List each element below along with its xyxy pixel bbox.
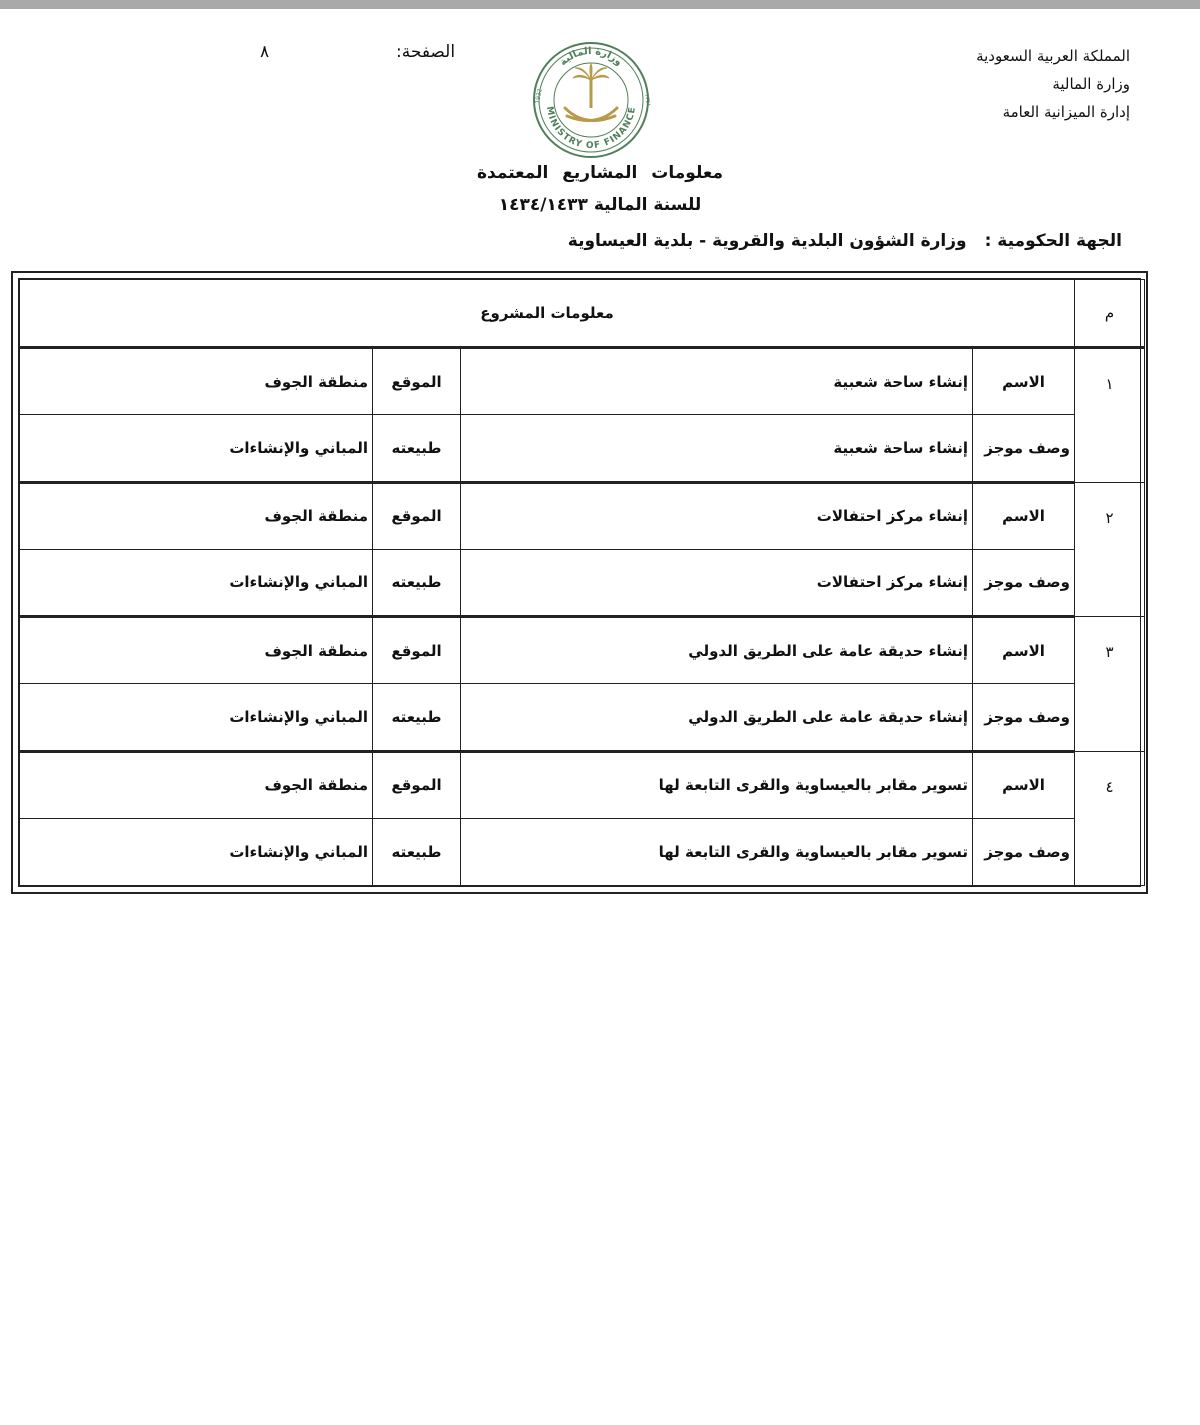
project-description: إنشاء ساحة شعبية — [461, 415, 973, 482]
name-label: الاسم — [973, 617, 1075, 684]
nature-label: طبيعته — [373, 415, 461, 482]
ministry-of-finance-seal-logo — [525, 42, 657, 160]
project-description: إنشاء مركز احتفالات — [461, 549, 973, 616]
project-nature: المباني والإنشاءات — [20, 415, 373, 482]
project-nature: المباني والإنشاءات — [20, 684, 373, 751]
entity-label: الجهة الحكومية : — [984, 231, 1122, 251]
description-label: وصف موجز — [973, 684, 1075, 751]
table-header-row — [20, 280, 1145, 348]
project-description: إنشاء حديقة عامة على الطريق الدولي — [461, 684, 973, 751]
name-label: الاسم — [973, 348, 1075, 415]
project-name: إنشاء مركز احتفالات — [461, 482, 973, 549]
project-index: ١ — [1075, 348, 1145, 482]
index-column-header: م — [1075, 280, 1145, 348]
project-index: ٢ — [1075, 482, 1145, 616]
entity-value: وزارة الشؤون البلدية والقروية - بلدية العيساوية — [567, 231, 967, 251]
nature-label: طبيعته — [373, 549, 461, 616]
svg-text:١٣٥١: ١٣٥١ — [643, 93, 653, 108]
location-label: الموقع — [373, 348, 461, 415]
description-label: وصف موجز — [973, 818, 1075, 885]
document-title: معلومات المشاريع المعتمدة — [476, 163, 723, 183]
org-line-ministry: وزارة المالية — [1052, 75, 1130, 93]
projects-table — [19, 279, 1145, 886]
org-line-department: إدارة الميزانية العامة — [1002, 103, 1130, 121]
location-label: الموقع — [373, 751, 461, 818]
svg-text:وزارة المالية: وزارة المالية — [557, 45, 625, 69]
table-row — [20, 617, 1145, 684]
crossed-swords-icon — [565, 108, 617, 121]
project-nature: المباني والإنشاءات — [20, 818, 373, 885]
table-row — [20, 348, 1145, 415]
project-index: ٤ — [1075, 751, 1145, 885]
projects-table-frame — [11, 271, 1148, 894]
project-description: تسوير مقابر بالعيساوية والقرى التابعة لها — [461, 818, 973, 885]
table-row — [20, 415, 1145, 482]
organization-header — [830, 42, 1130, 126]
name-label: الاسم — [973, 751, 1075, 818]
table-row — [20, 482, 1145, 549]
project-name: تسوير مقابر بالعيساوية والقرى التابعة لها — [461, 751, 973, 818]
nature-label: طبيعته — [373, 818, 461, 885]
location-label: الموقع — [373, 482, 461, 549]
name-label: الاسم — [973, 482, 1075, 549]
location-label: الموقع — [373, 617, 461, 684]
project-location: منطقة الجوف — [20, 482, 373, 549]
project-nature: المباني والإنشاءات — [20, 549, 373, 616]
nature-label: طبيعته — [373, 684, 461, 751]
project-name: إنشاء ساحة شعبية — [461, 348, 973, 415]
government-entity — [568, 231, 1122, 251]
project-index: ٣ — [1075, 617, 1145, 751]
table-row — [20, 818, 1145, 885]
table-row — [20, 549, 1145, 616]
table-row — [20, 751, 1145, 818]
fiscal-year-subtitle: للسنة المالية ١٤٣٤/١٤٣٣ — [498, 195, 702, 215]
project-info-header: معلومات المشروع — [20, 280, 1075, 348]
org-line-kingdom: المملكة العربية السعودية — [976, 47, 1130, 65]
palm-tree-icon — [573, 64, 609, 108]
description-label: وصف موجز — [973, 415, 1075, 482]
table-row — [20, 684, 1145, 751]
project-location: منطقة الجوف — [20, 348, 373, 415]
svg-text:MINISTRY OF FINANCE: MINISTRY OF FINANCE — [543, 105, 639, 152]
project-location: منطقة الجوف — [20, 751, 373, 818]
project-location: منطقة الجوف — [20, 617, 373, 684]
svg-text:1932: 1932 — [534, 88, 544, 105]
page-label: الصفحة: — [396, 42, 456, 62]
description-label: وصف موجز — [973, 549, 1075, 616]
page-number: ٨ — [260, 42, 270, 62]
project-name: إنشاء حديقة عامة على الطريق الدولي — [461, 617, 973, 684]
top-border-bar — [0, 0, 1200, 9]
